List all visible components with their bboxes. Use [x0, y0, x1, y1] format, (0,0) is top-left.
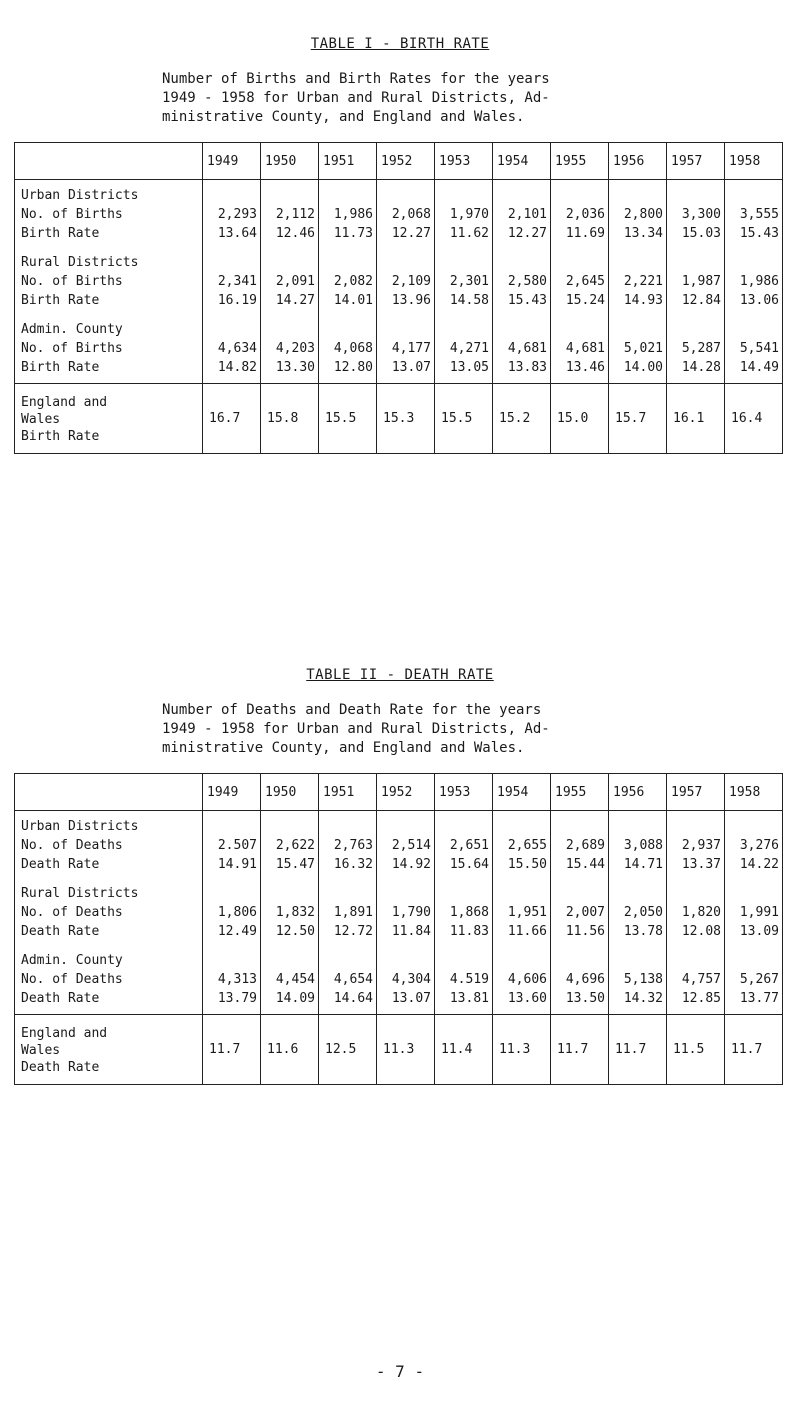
row-label: No. of Deaths	[15, 970, 203, 989]
value-cell: 4.519	[435, 970, 493, 989]
value-cell: 14.01	[319, 291, 377, 310]
value-cell: 4,304	[377, 970, 435, 989]
value-cell: 1,832	[261, 903, 319, 922]
spacer-row	[15, 243, 783, 253]
value-cell: 4,313	[203, 970, 261, 989]
value-cell: 2,645	[551, 272, 609, 291]
value-cell: 13.07	[377, 989, 435, 1008]
year-header: 1949	[203, 774, 261, 811]
row-label: Birth Rate	[15, 358, 203, 377]
value-cell: 15.3	[377, 384, 435, 454]
value-cell: 13.34	[609, 224, 667, 243]
value-cell: 12.08	[667, 922, 725, 941]
group-heading-row	[15, 817, 783, 836]
value-cell: 12.84	[667, 291, 725, 310]
value-cell: 2,293	[203, 205, 261, 224]
value-cell: 13.81	[435, 989, 493, 1008]
value-cell: 13.77	[725, 989, 783, 1008]
value-cell: 14.32	[609, 989, 667, 1008]
row-label: Birth Rate	[15, 224, 203, 243]
row-label: Birth Rate	[15, 291, 203, 310]
value-cell: 14.09	[261, 989, 319, 1008]
value-cell: 15.43	[725, 224, 783, 243]
value-cell: 16.7	[203, 384, 261, 454]
year-header: 1952	[377, 774, 435, 811]
england-wales-label	[15, 384, 203, 454]
row-label: No. of Births	[15, 205, 203, 224]
value-cell: 14.64	[319, 989, 377, 1008]
value-cell: 2,050	[609, 903, 667, 922]
value-cell: 15.5	[319, 384, 377, 454]
spacer-row	[15, 874, 783, 884]
table-row	[15, 339, 783, 358]
value-cell: 5,287	[667, 339, 725, 358]
label-line: England and	[21, 395, 108, 410]
table-row	[15, 989, 783, 1008]
value-cell: 4,681	[493, 339, 551, 358]
year-header: 1957	[667, 774, 725, 811]
value-cell: 4,068	[319, 339, 377, 358]
value-cell: 15.7	[609, 384, 667, 454]
value-cell: 14.49	[725, 358, 783, 377]
label-line: Birth Rate	[21, 429, 100, 444]
value-cell: 1,986	[725, 272, 783, 291]
value-cell: 14.58	[435, 291, 493, 310]
year-header: 1956	[609, 774, 667, 811]
value-cell: 16.32	[319, 855, 377, 874]
table-row	[15, 836, 783, 855]
value-cell: 12.80	[319, 358, 377, 377]
value-cell: 1,790	[377, 903, 435, 922]
group-name: Rural Districts	[15, 884, 203, 903]
value-cell: 16.19	[203, 291, 261, 310]
value-cell: 2,036	[551, 205, 609, 224]
value-cell: 4,203	[261, 339, 319, 358]
year-header: 1950	[261, 774, 319, 811]
value-cell: 13.07	[377, 358, 435, 377]
value-cell: 13.06	[725, 291, 783, 310]
value-cell: 15.24	[551, 291, 609, 310]
value-cell: 11.7	[725, 1015, 783, 1085]
value-cell: 5,021	[609, 339, 667, 358]
england-wales-row	[15, 384, 783, 454]
value-cell: 2,068	[377, 205, 435, 224]
value-cell: 2,622	[261, 836, 319, 855]
value-cell: 14.82	[203, 358, 261, 377]
value-cell: 1,820	[667, 903, 725, 922]
england-wales-label	[15, 1015, 203, 1085]
value-cell: 16.1	[667, 384, 725, 454]
year-header: 1950	[261, 143, 319, 180]
value-cell: 15.2	[493, 384, 551, 454]
year-header: 1955	[551, 774, 609, 811]
value-cell: 11.7	[203, 1015, 261, 1085]
header-row	[15, 143, 783, 180]
value-cell: 11.7	[609, 1015, 667, 1085]
value-cell: 2,689	[551, 836, 609, 855]
value-cell: 13.37	[667, 855, 725, 874]
group-heading-row	[15, 253, 783, 272]
value-cell: 4,271	[435, 339, 493, 358]
group-name: Admin. County	[15, 320, 203, 339]
value-cell: 11.66	[493, 922, 551, 941]
value-cell: 13.96	[377, 291, 435, 310]
group-name: Rural Districts	[15, 253, 203, 272]
england-wales-row	[15, 1015, 783, 1085]
year-header: 1951	[319, 143, 377, 180]
year-header: 1956	[609, 143, 667, 180]
row-label: No. of Births	[15, 339, 203, 358]
value-cell: 2.507	[203, 836, 261, 855]
year-header: 1958	[725, 774, 783, 811]
value-cell: 14.22	[725, 855, 783, 874]
table-row	[15, 358, 783, 377]
value-cell: 4,696	[551, 970, 609, 989]
value-cell: 15.03	[667, 224, 725, 243]
value-cell: 2,655	[493, 836, 551, 855]
value-cell: 15.5	[435, 384, 493, 454]
row-label: Death Rate	[15, 922, 203, 941]
value-cell: 2,101	[493, 205, 551, 224]
value-cell: 15.47	[261, 855, 319, 874]
value-cell: 3,555	[725, 205, 783, 224]
value-cell: 11.6	[261, 1015, 319, 1085]
value-cell: 2,937	[667, 836, 725, 855]
row-label: Death Rate	[15, 989, 203, 1008]
value-cell: 4,681	[551, 339, 609, 358]
table1-intro: Number of Births and Birth Rates for the years 1949 - 1958 for Urban and Rural Districts, Ad- ministrative County, and England and Wales.	[162, 71, 550, 125]
value-cell: 11.5	[667, 1015, 725, 1085]
year-header: 1953	[435, 774, 493, 811]
value-cell: 12.49	[203, 922, 261, 941]
value-cell: 1,987	[667, 272, 725, 291]
row-label: Death Rate	[15, 855, 203, 874]
value-cell: 11.56	[551, 922, 609, 941]
value-cell: 2,580	[493, 272, 551, 291]
value-cell: 11.83	[435, 922, 493, 941]
group-name: Urban Districts	[15, 817, 203, 836]
value-cell: 3,276	[725, 836, 783, 855]
value-cell: 15.43	[493, 291, 551, 310]
value-cell: 11.84	[377, 922, 435, 941]
value-cell: 13.60	[493, 989, 551, 1008]
header-blank-cell	[15, 143, 203, 180]
spacer-row	[15, 941, 783, 951]
table-row	[15, 922, 783, 941]
value-cell: 3,300	[667, 205, 725, 224]
value-cell: 5,138	[609, 970, 667, 989]
year-header: 1958	[725, 143, 783, 180]
page-number: - 7 -	[375, 1362, 425, 1381]
value-cell: 15.44	[551, 855, 609, 874]
value-cell: 13.78	[609, 922, 667, 941]
row-label: No. of Births	[15, 272, 203, 291]
value-cell: 1,951	[493, 903, 551, 922]
value-cell: 1,986	[319, 205, 377, 224]
value-cell: 13.83	[493, 358, 551, 377]
value-cell: 2,763	[319, 836, 377, 855]
group-heading-row	[15, 186, 783, 205]
value-cell: 4,654	[319, 970, 377, 989]
year-header: 1952	[377, 143, 435, 180]
value-cell: 1,868	[435, 903, 493, 922]
row-label: No. of Deaths	[15, 836, 203, 855]
label-line: Wales	[21, 412, 61, 427]
value-cell: 2,082	[319, 272, 377, 291]
value-cell: 2,091	[261, 272, 319, 291]
value-cell: 1,991	[725, 903, 783, 922]
group-heading-row	[15, 951, 783, 970]
value-cell: 14.92	[377, 855, 435, 874]
table2-intro: Number of Deaths and Death Rate for the years 1949 - 1958 for Urban and Rural Districts, Ad- ministrative County, and England and Wales.	[162, 702, 550, 756]
table-row	[15, 855, 783, 874]
year-header: 1954	[493, 774, 551, 811]
header-blank-cell	[15, 774, 203, 811]
death-rate-table	[14, 773, 783, 1085]
value-cell: 14.91	[203, 855, 261, 874]
table-row	[15, 970, 783, 989]
value-cell: 11.4	[435, 1015, 493, 1085]
year-header: 1953	[435, 143, 493, 180]
value-cell: 13.09	[725, 922, 783, 941]
birth-rate-table	[14, 142, 783, 454]
value-cell: 12.85	[667, 989, 725, 1008]
value-cell: 1,970	[435, 205, 493, 224]
value-cell: 15.0	[551, 384, 609, 454]
label-line: Death Rate	[21, 1060, 100, 1075]
value-cell: 13.05	[435, 358, 493, 377]
value-cell: 2,514	[377, 836, 435, 855]
value-cell: 1,891	[319, 903, 377, 922]
table-row	[15, 205, 783, 224]
value-cell: 15.50	[493, 855, 551, 874]
value-cell: 13.50	[551, 989, 609, 1008]
value-cell: 13.64	[203, 224, 261, 243]
value-cell: 3,088	[609, 836, 667, 855]
value-cell: 12.50	[261, 922, 319, 941]
value-cell: 12.27	[377, 224, 435, 243]
table1-title: TABLE I - BIRTH RATE	[310, 36, 490, 52]
group-name: Urban Districts	[15, 186, 203, 205]
value-cell: 16.4	[725, 384, 783, 454]
value-cell: 14.93	[609, 291, 667, 310]
group-heading-row	[15, 884, 783, 903]
value-cell: 11.7	[551, 1015, 609, 1085]
value-cell: 15.64	[435, 855, 493, 874]
value-cell: 11.69	[551, 224, 609, 243]
table-row	[15, 224, 783, 243]
value-cell: 11.3	[377, 1015, 435, 1085]
value-cell: 11.62	[435, 224, 493, 243]
value-cell: 4,634	[203, 339, 261, 358]
year-header: 1954	[493, 143, 551, 180]
year-header: 1951	[319, 774, 377, 811]
value-cell: 2,341	[203, 272, 261, 291]
year-header: 1949	[203, 143, 261, 180]
value-cell: 1,806	[203, 903, 261, 922]
value-cell: 13.30	[261, 358, 319, 377]
value-cell: 4,177	[377, 339, 435, 358]
value-cell: 14.27	[261, 291, 319, 310]
value-cell: 13.46	[551, 358, 609, 377]
value-cell: 14.71	[609, 855, 667, 874]
value-cell: 11.3	[493, 1015, 551, 1085]
value-cell: 13.79	[203, 989, 261, 1008]
value-cell: 11.73	[319, 224, 377, 243]
value-cell: 4,454	[261, 970, 319, 989]
table-row	[15, 291, 783, 310]
year-header: 1955	[551, 143, 609, 180]
label-line: England and	[21, 1026, 108, 1041]
value-cell: 12.46	[261, 224, 319, 243]
value-cell: 2,651	[435, 836, 493, 855]
value-cell: 2,112	[261, 205, 319, 224]
value-cell: 2,800	[609, 205, 667, 224]
table-row	[15, 272, 783, 291]
value-cell: 4,757	[667, 970, 725, 989]
value-cell: 12.27	[493, 224, 551, 243]
value-cell: 2,109	[377, 272, 435, 291]
row-label: No. of Deaths	[15, 903, 203, 922]
group-heading-row	[15, 320, 783, 339]
table-row	[15, 903, 783, 922]
label-line: Wales	[21, 1043, 61, 1058]
year-header: 1957	[667, 143, 725, 180]
spacer-row	[15, 310, 783, 320]
value-cell: 14.00	[609, 358, 667, 377]
value-cell: 2,007	[551, 903, 609, 922]
value-cell: 12.72	[319, 922, 377, 941]
value-cell: 15.8	[261, 384, 319, 454]
value-cell: 2,301	[435, 272, 493, 291]
value-cell: 5,541	[725, 339, 783, 358]
table2-title: TABLE II - DEATH RATE	[306, 667, 494, 683]
value-cell: 4,606	[493, 970, 551, 989]
value-cell: 14.28	[667, 358, 725, 377]
header-row	[15, 774, 783, 811]
value-cell: 2,221	[609, 272, 667, 291]
value-cell: 12.5	[319, 1015, 377, 1085]
group-name: Admin. County	[15, 951, 203, 970]
value-cell: 5,267	[725, 970, 783, 989]
